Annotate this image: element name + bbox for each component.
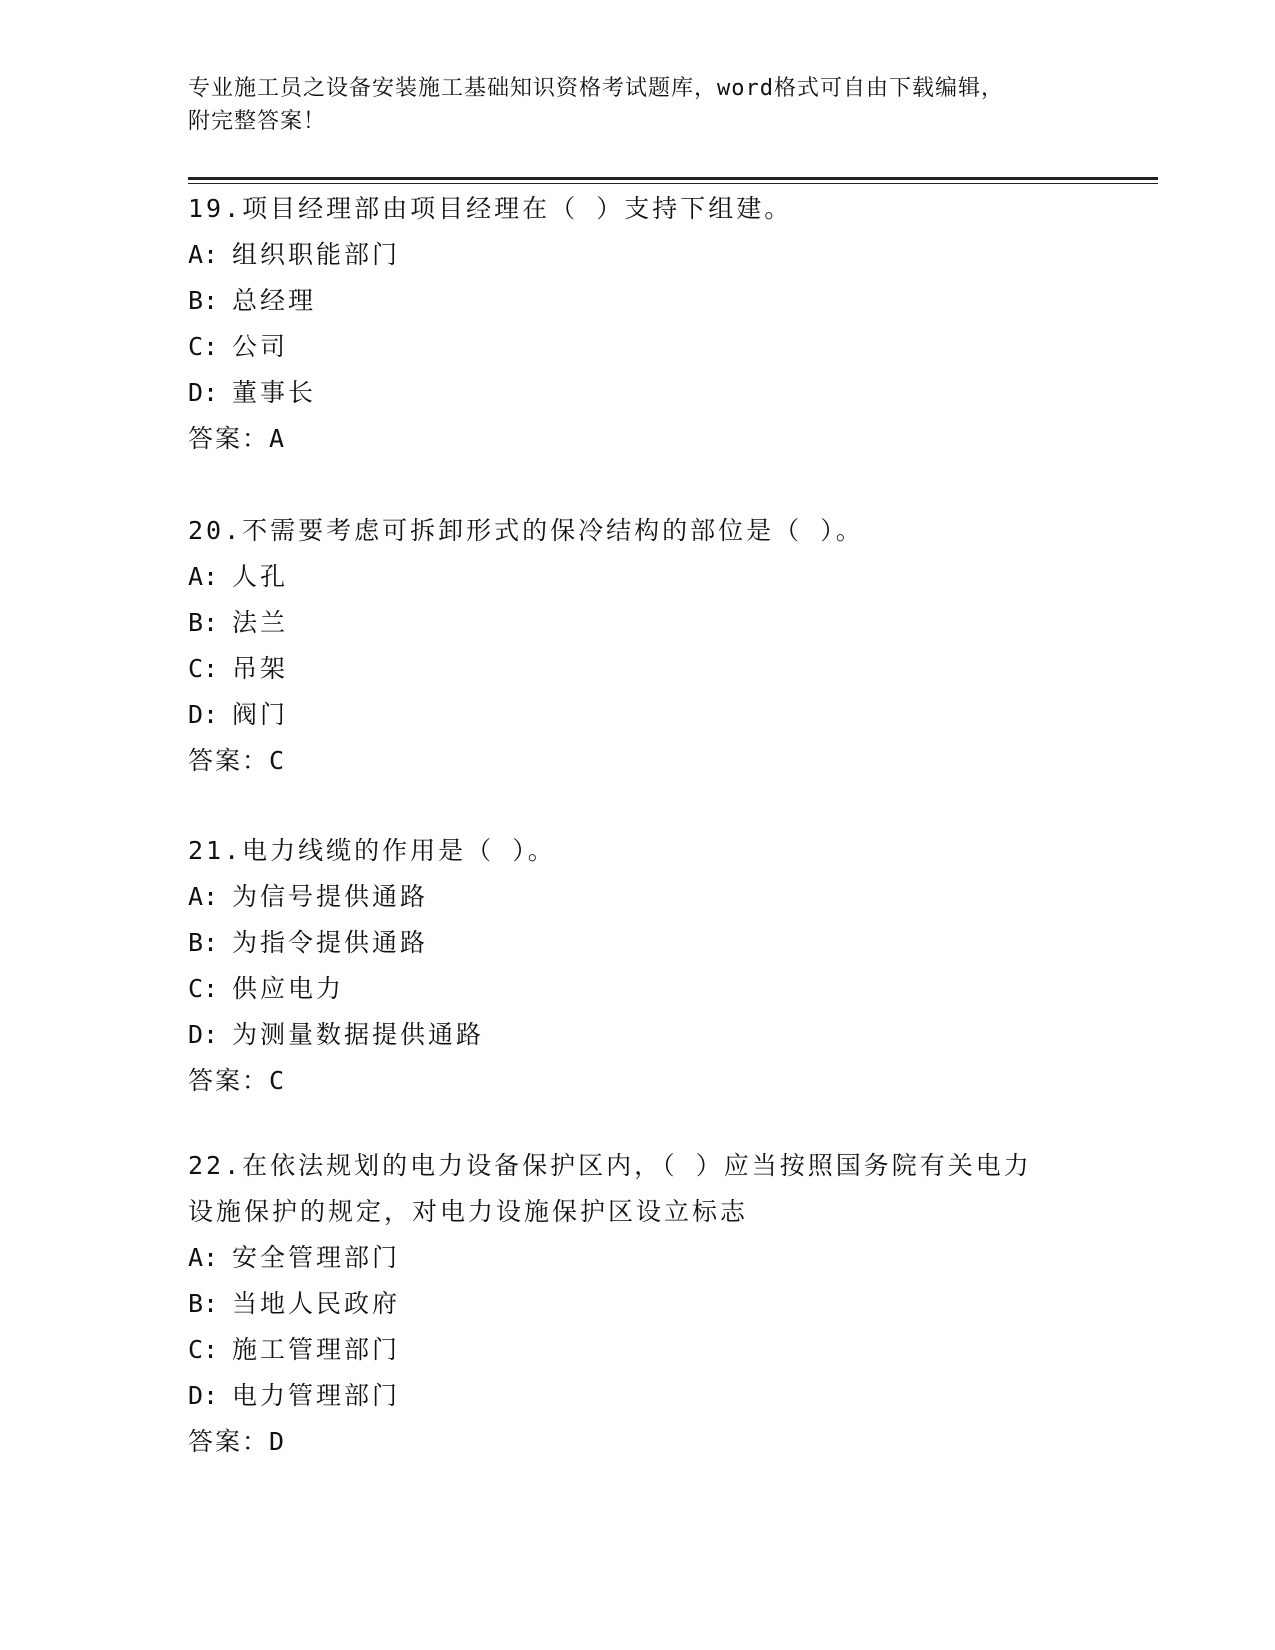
- option-text: 电力管理部门: [232, 1381, 401, 1410]
- option-text: 为测量数据提供通路: [232, 1020, 485, 1049]
- option-text: 为指令提供通路: [232, 928, 429, 957]
- option-letter: B:: [188, 928, 219, 957]
- header-line-2: 附完整答案！: [188, 109, 327, 134]
- option-a: [188, 554, 1088, 600]
- option-c: [188, 1327, 1088, 1373]
- answer: 答案：C: [188, 746, 287, 775]
- option-d: [188, 1373, 1088, 1419]
- option-text: 吊架: [232, 654, 289, 683]
- header-line-1: 专业施工员之设备安装施工基础知识资格考试题库，word格式可自由下载编辑，: [188, 76, 1004, 101]
- option-text: 总经理: [232, 286, 317, 315]
- option-text: 董事长: [232, 378, 317, 407]
- option-d: [188, 1012, 1088, 1058]
- option-text: 安全管理部门: [232, 1243, 401, 1272]
- option-text: 阀门: [232, 700, 289, 729]
- option-text: 公司: [232, 332, 289, 361]
- option-b: [188, 278, 1088, 324]
- option-a: [188, 874, 1088, 920]
- option-letter: B:: [188, 1289, 219, 1318]
- option-letter: A:: [188, 240, 219, 269]
- answer: 答案：C: [188, 1066, 287, 1095]
- question-text: 21.电力线缆的作用是（ ）。: [188, 836, 556, 865]
- answer: 答案：D: [188, 1427, 287, 1456]
- option-b: [188, 920, 1088, 966]
- option-text: 法兰: [232, 608, 289, 637]
- option-letter: A:: [188, 1243, 219, 1272]
- header-divider-thin: [188, 183, 1158, 184]
- option-letter: C:: [188, 332, 219, 361]
- option-d: [188, 370, 1088, 416]
- header-divider-thick: [188, 177, 1158, 180]
- question-21: [188, 828, 1088, 1104]
- option-c: [188, 966, 1088, 1012]
- option-letter: A:: [188, 882, 219, 911]
- option-letter: B:: [188, 608, 219, 637]
- question-text: 19.项目经理部由项目经理在（ ）支持下组建。: [188, 194, 793, 223]
- option-b: [188, 600, 1088, 646]
- option-text: 人孔: [232, 562, 289, 591]
- question-text: 20.不需要考虑可拆卸形式的保冷结构的部位是（ ）。: [188, 516, 864, 545]
- option-letter: C:: [188, 1335, 219, 1364]
- option-text: 施工管理部门: [232, 1335, 401, 1364]
- option-text: 为信号提供通路: [232, 882, 429, 911]
- option-letter: A:: [188, 562, 219, 591]
- question-19: [188, 186, 1088, 462]
- option-a: [188, 232, 1088, 278]
- question-20: [188, 508, 1088, 784]
- option-text: 当地人民政府: [232, 1289, 401, 1318]
- option-a: [188, 1235, 1088, 1281]
- option-c: [188, 324, 1088, 370]
- option-letter: D:: [188, 378, 219, 407]
- option-letter: C:: [188, 974, 219, 1003]
- question-22: [188, 1143, 1088, 1465]
- question-text-line-1: 22.在依法规划的电力设备保护区内，（ ）应当按照国务院有关电力: [188, 1151, 1032, 1180]
- answer: 答案：A: [188, 424, 287, 453]
- option-letter: C:: [188, 654, 219, 683]
- option-text: 组织职能部门: [232, 240, 401, 269]
- option-letter: D:: [188, 1020, 219, 1049]
- option-text: 供应电力: [232, 974, 345, 1003]
- option-b: [188, 1281, 1088, 1327]
- document-header: [188, 72, 1088, 138]
- question-text-line-2: 设施保护的规定，对电力设施保护区设立标志: [188, 1197, 749, 1226]
- option-letter: D:: [188, 700, 219, 729]
- option-letter: B:: [188, 286, 219, 315]
- option-c: [188, 646, 1088, 692]
- option-letter: D:: [188, 1381, 219, 1410]
- option-d: [188, 692, 1088, 738]
